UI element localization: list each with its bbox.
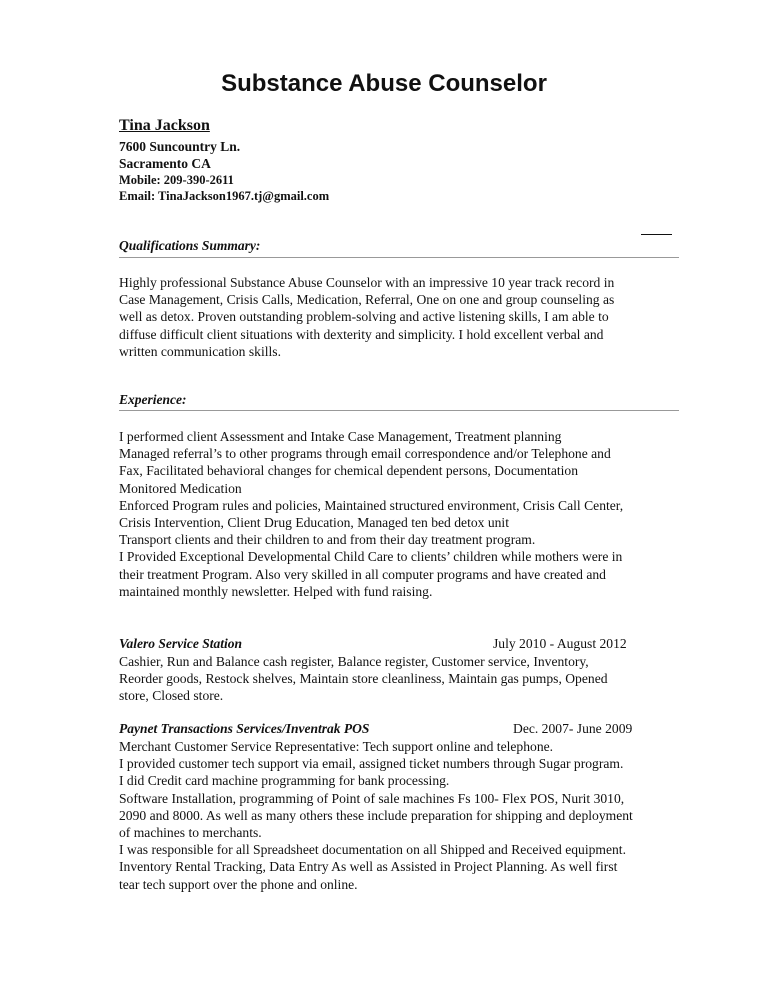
experience-line: I performed client Assessment and Intake Case Management, Treatment planning bbox=[119, 429, 562, 444]
job-description bbox=[119, 653, 694, 705]
experience-heading: Experience: bbox=[119, 392, 187, 407]
short-divider bbox=[641, 234, 672, 235]
job-description bbox=[119, 738, 694, 893]
experience-line: Transport clients and their children to and from their day treatment program. bbox=[119, 532, 536, 548]
address-line-1: 7600 Suncountry Ln. bbox=[119, 139, 241, 154]
experience-divider bbox=[119, 410, 679, 411]
job-employer: Paynet Transactions Services/Inventrak POS bbox=[119, 721, 370, 736]
experience-line: maintained monthly newsletter. Helped with fund raising. bbox=[119, 583, 433, 599]
job-dates: July 2010 - August 2012 bbox=[493, 636, 627, 651]
qualifications-heading: Qualifications Summary: bbox=[119, 238, 261, 253]
job-line: store, Closed store. bbox=[119, 688, 224, 704]
summary-line: Highly professional Substance Abuse Counselor with an impressive 10 year track record in bbox=[119, 275, 615, 290]
job-line: of machines to merchants. bbox=[119, 825, 262, 841]
experience-line: Fax, Facilitated behavioral changes for chemical dependent persons, Documentation bbox=[119, 463, 579, 479]
experience-summary bbox=[119, 428, 694, 600]
experience-line: Managed referral’s to other programs through email correspondence and/or Telephone and bbox=[119, 446, 611, 462]
job-dates: Dec. 2007- June 2009 bbox=[513, 721, 633, 736]
document-title: Substance Abuse Counselor bbox=[221, 70, 547, 97]
job-line: Merchant Customer Service Representative: Tech support online and telephone. bbox=[119, 739, 554, 754]
experience-line: Enforced Program rules and policies, Maintained structured environment, Crisis Call Center, bbox=[119, 497, 624, 513]
job-line: I provided customer tech support via email, assigned ticket numbers through Sugar program. bbox=[119, 756, 624, 772]
mobile-phone: Mobile: 209-390-2611 bbox=[119, 173, 234, 187]
experience-line: their treatment Program. Also very skilled in all computer programs and have created and bbox=[119, 566, 606, 582]
qualifications-summary bbox=[119, 274, 694, 360]
email-address: Email: TinaJackson1967.tj@gmail.com bbox=[119, 189, 330, 203]
job-line: Software Installation, programming of Point of sale machines Fs 100- Flex POS, Nurit 3010, bbox=[119, 790, 625, 806]
candidate-name: Tina Jackson bbox=[119, 117, 210, 134]
qualifications-divider bbox=[119, 257, 679, 258]
job-line: Reorder goods, Restock shelves, Maintain store cleanliness, Maintain gas pumps, Opened bbox=[119, 671, 608, 687]
experience-line: Monitored Medication bbox=[119, 480, 242, 496]
address-line-2: Sacramento CA bbox=[119, 156, 211, 171]
summary-line: written communication skills. bbox=[119, 343, 281, 359]
job-line: 2090 and 8000. As well as many others these include preparation for shipping and deployment bbox=[119, 807, 633, 823]
experience-line: I Provided Exceptional Developmental Child Care to clients’ children while mothers were in bbox=[119, 549, 623, 565]
summary-line: well as detox. Proven outstanding problem-solving and active listening skills, I am able to bbox=[119, 309, 609, 325]
job-line: I did Credit card machine programming for bank processing. bbox=[119, 773, 450, 789]
job-line: Cashier, Run and Balance cash register, Balance register, Customer service, Inventory, bbox=[119, 654, 589, 669]
experience-line: Crisis Intervention, Client Drug Education, Managed ten bed detox unit bbox=[119, 515, 509, 531]
job-line: Inventory Rental Tracking, Data Entry As well as Assisted in Project Planning. As well first bbox=[119, 859, 618, 875]
job-line: tear tech support over the phone and online. bbox=[119, 876, 358, 892]
job-employer: Valero Service Station bbox=[119, 636, 243, 651]
summary-line: diffuse difficult client situations with dexterity and simplicity. I hold excellent verbal and bbox=[119, 326, 604, 342]
job-line: I was responsible for all Spreadsheet documentation on all Shipped and Received equipment. bbox=[119, 842, 626, 858]
summary-line: Case Management, Crisis Calls, Medication, Referral, One on one and group counseling as bbox=[119, 292, 615, 308]
